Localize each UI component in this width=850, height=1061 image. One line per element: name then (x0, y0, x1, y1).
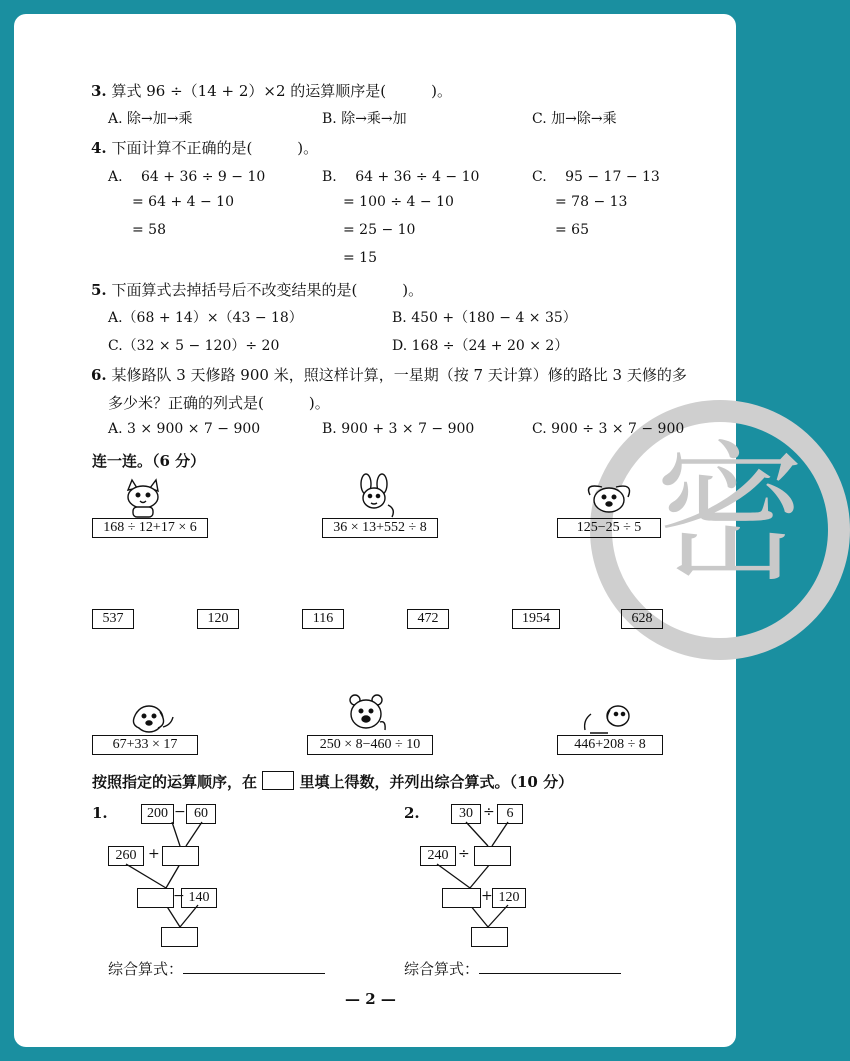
q3-option-a[interactable]: A. 除→加→乘 (108, 111, 193, 127)
p1-operator-2: + (148, 846, 160, 862)
p2-operator-3: + (481, 888, 493, 904)
q3-text: 算式 96 ÷（14 + 2）×2 的运算顺序是( )。 (111, 82, 452, 100)
q4-option-a[interactable]: A. 64 + 36 ÷ 9 − 10 (108, 169, 266, 185)
q4-option-b[interactable]: B. 64 + 36 ÷ 4 − 10 (322, 169, 480, 185)
p2-answer-box-2[interactable] (442, 888, 481, 908)
p2-combined-label: 综合算式： (404, 960, 480, 978)
q6-option-c[interactable]: C. 900 ÷ 3 × 7 − 900 (532, 421, 685, 437)
q4-c-step: = 65 (555, 222, 589, 238)
q6-option-b[interactable]: B. 900 + 3 × 7 − 900 (322, 421, 475, 437)
p2-value-d: 120 (492, 888, 526, 908)
p2-combined-answer-line[interactable] (479, 973, 621, 974)
fill-problem-1-number: 1. (92, 804, 108, 822)
p2-operator-1: ÷ (483, 804, 495, 820)
match-answer-2[interactable]: 120 (197, 609, 239, 629)
match-top-expression-1[interactable]: 168 ÷ 12+17 × 6 (92, 518, 208, 538)
q3-option-b[interactable]: B. 除→乘→加 (322, 111, 407, 127)
p1-answer-box-2[interactable] (137, 888, 174, 908)
p1-answer-box-1[interactable] (162, 846, 199, 866)
match-answer-5[interactable]: 1954 (512, 609, 560, 629)
p2-operator-2: ÷ (458, 846, 470, 862)
q5-text: 下面算式去掉括号后不改变结果的是( )。 (111, 281, 424, 299)
q4-number: 4. (91, 139, 107, 157)
q5-option-d[interactable]: D. 168 ÷（24 + 20 × 2） (392, 338, 569, 354)
q4-b-step: = 15 (343, 250, 377, 266)
p2-answer-box-1[interactable] (474, 846, 511, 866)
p1-value-c: 260 (108, 846, 144, 866)
q5-number: 5. (91, 281, 107, 299)
p1-operator-1: − (174, 804, 186, 820)
match-title: 连一连。（6 分） (92, 452, 206, 470)
p1-value-a: 200 (141, 804, 174, 824)
p1-value-b: 60 (186, 804, 216, 824)
p1-answer-box-3[interactable] (161, 927, 198, 947)
p2-value-c: 240 (420, 846, 456, 866)
q5-option-c[interactable]: C.（32 × 5 − 120）÷ 20 (108, 338, 280, 354)
fill-problem-2-number: 2. (404, 804, 420, 822)
p1-combined-label: 综合算式： (108, 960, 184, 978)
match-bottom-expression-1[interactable]: 67+33 × 17 (92, 735, 198, 755)
match-answer-3[interactable]: 116 (302, 609, 344, 629)
p1-combined-answer-line[interactable] (183, 973, 325, 974)
p1-operator-3: − (173, 888, 185, 904)
q4-b-step: = 25 − 10 (343, 222, 416, 238)
q4-option-c[interactable]: C. 95 − 17 − 13 (532, 169, 660, 185)
match-answer-6[interactable]: 628 (621, 609, 663, 629)
p2-answer-box-3[interactable] (471, 927, 508, 947)
match-bottom-expression-2[interactable]: 250 × 8−460 ÷ 10 (307, 735, 433, 755)
match-top-expression-2[interactable]: 36 × 13+552 ÷ 8 (322, 518, 438, 538)
q5-option-b[interactable]: B. 450 +（180 − 4 × 35） (392, 310, 577, 326)
q4-text: 下面计算不正确的是( )。 (111, 139, 319, 157)
match-top-expression-3[interactable]: 125−25 ÷ 5 (557, 518, 661, 538)
q6-line2: 多少米？正确的列式是( )。 (108, 394, 330, 412)
match-answer-4[interactable]: 472 (407, 609, 449, 629)
q4-b-step: = 100 ÷ 4 − 10 (343, 194, 454, 210)
p2-value-b: 6 (497, 804, 523, 824)
p1-value-d: 140 (181, 888, 217, 908)
fill-title-post: 里填上得数，并列出综合算式。（10 分） (299, 773, 574, 791)
fill-title-pre: 按照指定的运算顺序，在 (92, 773, 258, 791)
q6-number: 6. (91, 366, 107, 384)
q4-a-step: = 64 + 4 − 10 (132, 194, 234, 210)
q6-line1: 某修路队 3 天修路 900 米，照这样计算，一星期（按 7 天计算）修的路比 3 天修的多 (111, 366, 687, 384)
seal-watermark-char: 密 (655, 428, 806, 602)
q3-number: 3. (91, 82, 107, 100)
q6-option-a[interactable]: A. 3 × 900 × 7 − 900 (108, 421, 261, 437)
q4-c-step: = 78 − 13 (555, 194, 628, 210)
q5-option-a[interactable]: A.（68 + 14）×（43 − 18） (108, 310, 303, 326)
q3-option-c[interactable]: C. 加→除→乘 (532, 111, 617, 127)
match-answer-1[interactable]: 537 (92, 609, 134, 629)
page-number: — 2 — (345, 990, 396, 1008)
q4-a-step: = 58 (132, 222, 166, 238)
p2-value-a: 30 (451, 804, 481, 824)
match-bottom-expression-3[interactable]: 446+208 ÷ 8 (557, 735, 663, 755)
